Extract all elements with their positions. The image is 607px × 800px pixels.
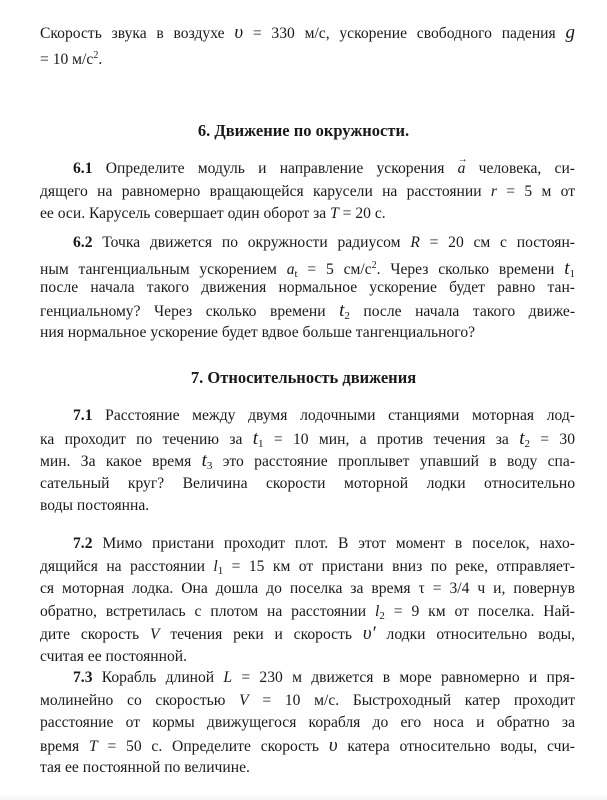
vector-a-symbol: → a (458, 160, 466, 177)
problem-6-1 (40, 158, 575, 226)
problem-line: после начала такого движения нормальное ускорение будет равно тан- (40, 279, 575, 296)
section-heading-6: 6. Движение по окружности. (197, 121, 410, 140)
problem-line: время T = 50 с. Определите скорость υ катера относительно воды, счи- (40, 734, 575, 756)
problem-line: ся моторная лодка. Она дошла до поселка за время τ = 3/4 ч и, повернув (40, 580, 575, 597)
problem-7-3 (40, 667, 575, 780)
problem-line: ка проходит по течению за $t_1 = 10$ мин, а против течения за $t_2 = 30$ (40, 427, 576, 450)
problem-line: дите скорость V течения реки и скорость υ′ лодки относительно воды, (40, 623, 576, 644)
problem-line: 7.3 Корабль длиной L = 230 м движется в море равномерно и пря- (73, 669, 575, 686)
intro-line-1: Скорость звука в воздухе υ = 330 м/с, ускорение свободного падения g (40, 22, 575, 43)
problem-line: генциальному? Через сколько времени $t_2$ после начала такого движе- (40, 299, 576, 322)
problem-6-2 (40, 232, 575, 345)
problem-7-1 (40, 405, 575, 518)
problem-line: ным тангенциальным ускорением $a_t = 5$ $см/с^2$. Через сколько времени $t_1$ (40, 257, 575, 280)
problem-line: сательный круг? Величина скорости моторной лодки относительно (40, 474, 575, 492)
problem-line: дящийся на расстоянии $l_1 = 15$ км от пристани вниз по реке, отправляет- (40, 557, 575, 577)
problem-line: 6.1 Определите модуль и направление ускорения → a человека, си- (40, 158, 575, 181)
problem-line: ее оси. Карусель совершает один оборот за T = 20 с. (40, 205, 386, 222)
problem-line: 6.2 Точка движется по окружности радиусом R = 20 см с постоян- (73, 234, 576, 251)
section-heading-7: 7. Относительность движения (190, 368, 417, 387)
problem-line: ния нормальное ускорение будет вдвое больше тангенциального? (40, 324, 476, 341)
problem-line: 7.2 Мимо пристани проходит плот. В этот момент в поселок, нахо- (73, 535, 575, 552)
problem-line: расстояние от кормы движущегося корабля до его носа и обратно за (40, 714, 575, 731)
problem-line: дящего на равномерно вращающейся карусели на расстоянии r = 5 м от (40, 182, 576, 200)
problem-line: считая ее постоянной. (40, 647, 187, 665)
intro-line-2: = 10 $м/с^2$. (40, 49, 103, 68)
problem-line: тая ее постоянной по величине. (40, 759, 250, 776)
problem-line: молинейно со скоростью V = 10 м/с. Быстроходный катер проходит (40, 691, 576, 709)
g-symbol: g (565, 22, 575, 43)
problem-7-2 (40, 533, 575, 668)
intro-paragraph (40, 22, 575, 67)
problem-line: обратно, встретилась с плотом на расстоянии $l_2 = 9$ км от поселка. Най- (40, 602, 575, 622)
problem-line: 7.1 Расстояние между двумя лодочными станциями моторная лод- (73, 407, 575, 424)
page-bottom-edge (0, 794, 607, 800)
problem-line: воды постоянна. (40, 497, 150, 514)
problem-line: мин. За какое время $t_3$ это расстояние проплывет упавший в воду спа- (40, 450, 576, 472)
v-symbol: υ (234, 22, 244, 43)
